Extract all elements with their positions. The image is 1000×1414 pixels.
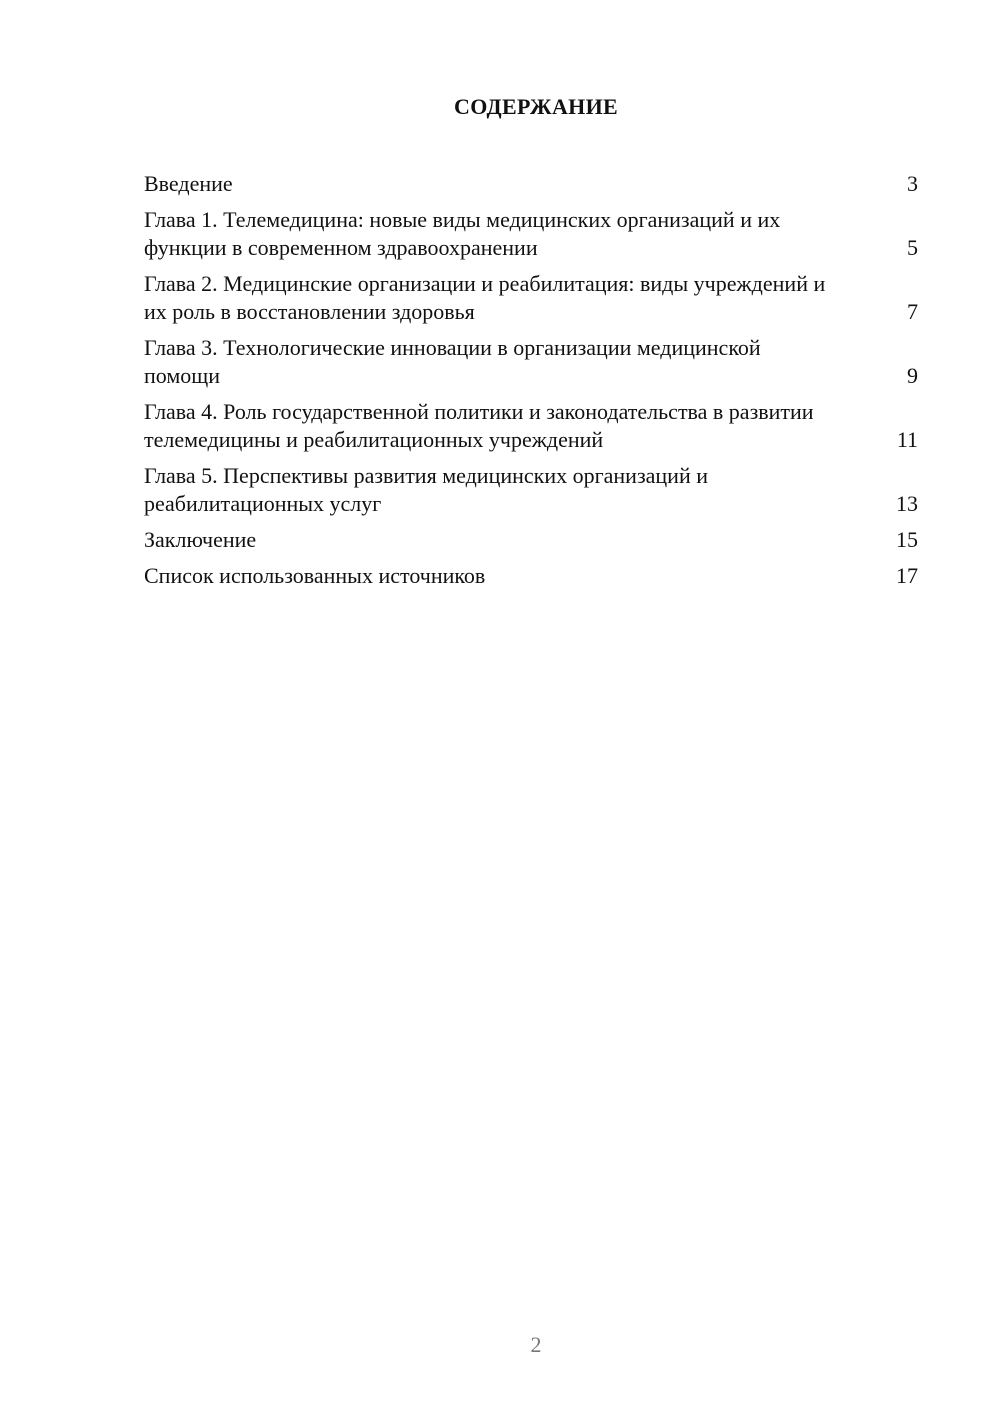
toc-entry-label: Список использованных источников (144, 563, 486, 588)
toc-entry-page: 17 (896, 563, 918, 588)
toc-entry-label: Глава 5. Перспективы развития медицинских организаций и реабилитационных услуг (144, 463, 708, 516)
toc-entry-chapter-4 (144, 398, 920, 454)
toc-entry-references (144, 562, 920, 590)
toc-entry-page: 5 (907, 235, 918, 260)
toc-entry-label: Глава 3. Технологические инновации в организации медицинской помощи (144, 335, 761, 388)
toc-entry-conclusion (144, 526, 920, 554)
page-number: 2 (530, 1332, 542, 1357)
toc-entry-label: Глава 2. Медицинские организации и реабилитация: виды учреждений и их роль в восстановлении здоровья (144, 271, 826, 324)
toc-entry-introduction (144, 170, 920, 198)
toc-entry-label: Глава 4. Роль государственной политики и законодательства в развитии телемедицины и реабилитационных учреждений (144, 399, 814, 452)
toc-entry-page: 9 (907, 363, 918, 388)
toc-entry-chapter-5 (144, 462, 920, 518)
toc-entry-chapter-1 (144, 206, 920, 262)
toc-entry-label: Заключение (144, 527, 257, 552)
toc-title: СОДЕРЖАНИЕ (454, 94, 618, 119)
table-of-contents (144, 170, 920, 598)
toc-entry-page: 7 (907, 299, 918, 324)
toc-entry-label: Введение (144, 171, 233, 196)
toc-entry-chapter-3 (144, 334, 920, 390)
toc-entry-chapter-2 (144, 270, 920, 326)
toc-entry-label: Глава 1. Телемедицина: новые виды медицинских организаций и их функции в современном здравоохранении (144, 207, 781, 260)
toc-entry-page: 11 (896, 427, 918, 452)
toc-entry-page: 3 (907, 171, 918, 196)
toc-entry-page: 15 (896, 527, 918, 552)
toc-entry-page: 13 (896, 491, 918, 516)
